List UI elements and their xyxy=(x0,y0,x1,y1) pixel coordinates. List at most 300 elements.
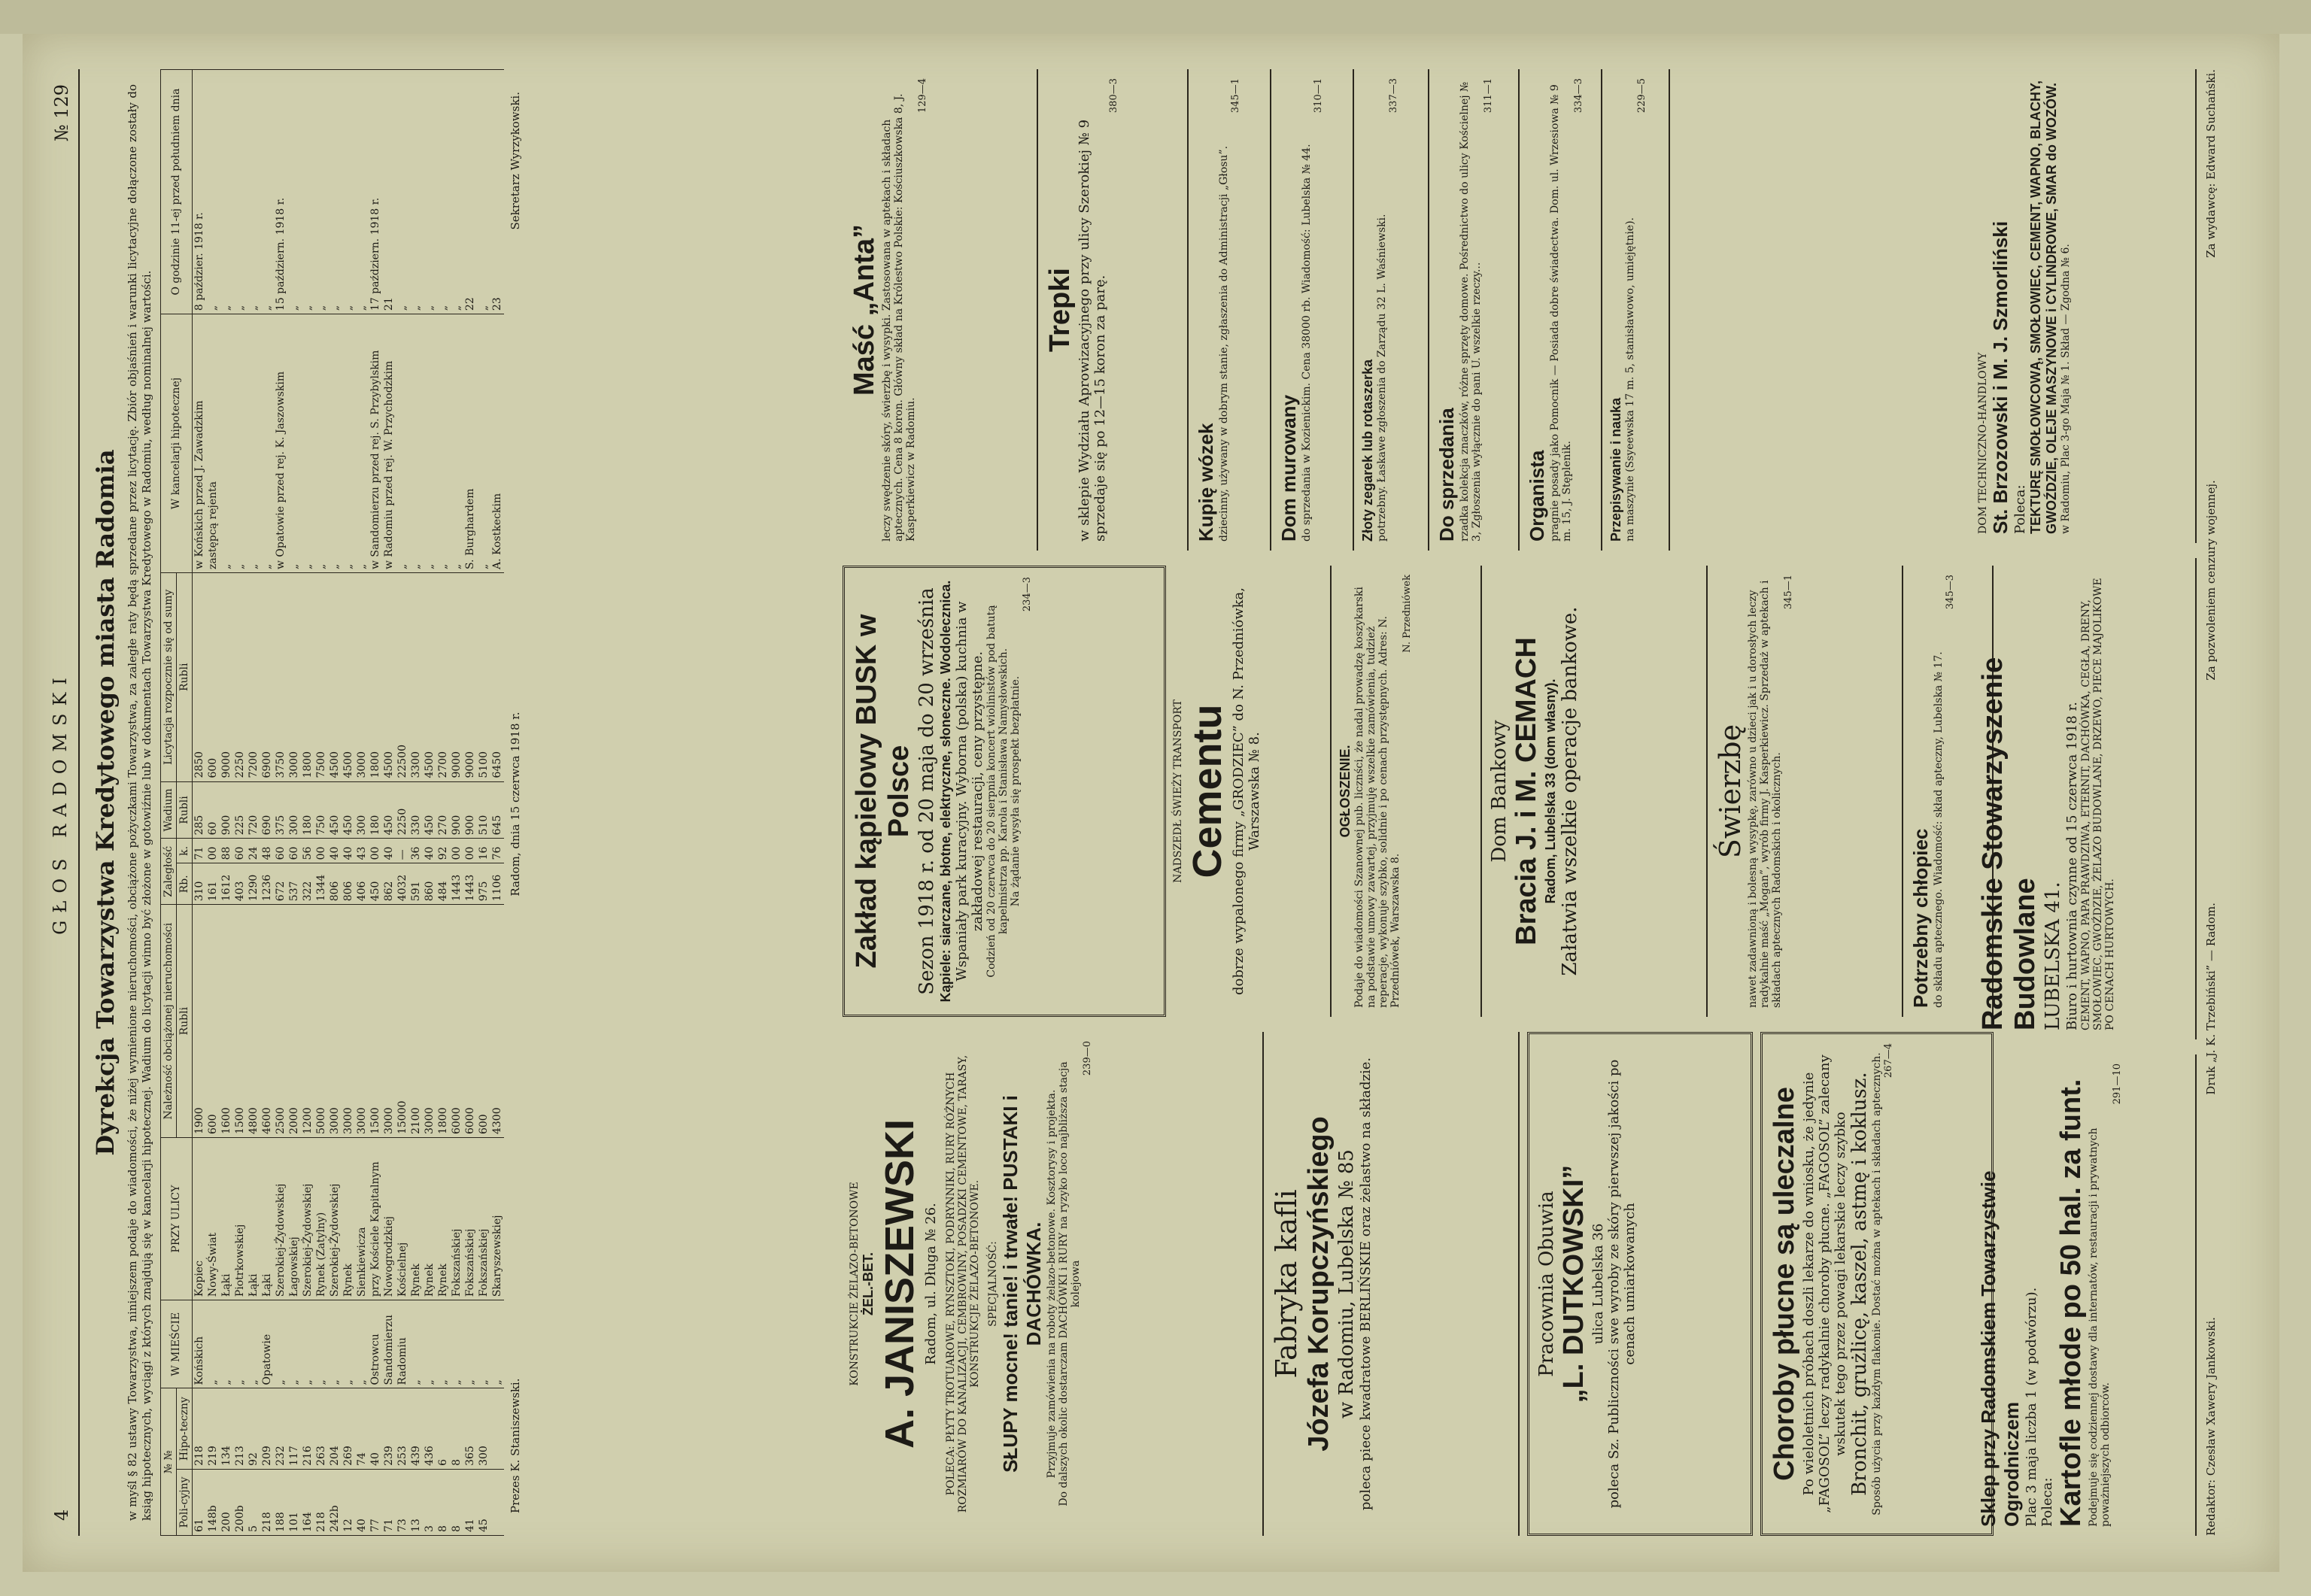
table-row xyxy=(206,70,220,1536)
table-cell: 218 xyxy=(260,1469,274,1535)
dom-code: 310—1 xyxy=(1313,78,1324,114)
table-cell: „ xyxy=(233,1300,247,1388)
table-cell: 6450 xyxy=(490,573,504,782)
table-cell: 1800 xyxy=(436,905,450,1138)
table-cell: 12 xyxy=(342,1469,355,1535)
sprzedania-code: 311—1 xyxy=(1483,78,1494,114)
table-cell: 450 xyxy=(369,863,382,905)
table-cell: Rynek (Zatylny) xyxy=(314,1138,328,1300)
ogrodniczy-product: Kartofle młode po 50 hal. za funt. xyxy=(2055,1079,2087,1527)
table-cell: 3000 xyxy=(355,905,369,1138)
table-cell: „ xyxy=(409,70,423,314)
table-cell: 322 xyxy=(301,863,314,905)
ad-ogrodniczy xyxy=(1971,1054,2197,1536)
table-cell: „ xyxy=(342,1300,355,1388)
table-cell: 22500 xyxy=(396,573,409,782)
table-cell: „ xyxy=(220,70,233,314)
table-row xyxy=(382,70,396,1536)
table-cell: 4500 xyxy=(423,573,436,782)
table-cell: 285 xyxy=(192,781,206,839)
table-cell: 2500 xyxy=(274,905,287,1138)
trepki-text: w sklepie Wydziału Aprowizacyjnego przy ulicy Szerokiej № 9 sprzedaje się po 12—15 koron za parę. xyxy=(1077,119,1108,542)
table-cell: „ xyxy=(396,314,409,573)
table-cell: 40 xyxy=(423,839,436,863)
col-street: PRZY ULICY xyxy=(160,1138,192,1300)
korupczynski-address: w Radomiu, Lubelska № 85 xyxy=(1335,1149,1358,1418)
table-cell: 21 xyxy=(382,70,396,314)
col-numbers: № № xyxy=(160,1388,176,1536)
korupczynski-name: Józefa Korupczyńskiego xyxy=(1303,1116,1335,1452)
ad-brzozowski xyxy=(1971,69,2197,543)
ad-sprzedania xyxy=(1429,69,1520,551)
table-cell: 269 xyxy=(342,1388,355,1469)
table-cell: Rynek xyxy=(436,1138,450,1300)
ad-trepki xyxy=(1038,69,1189,551)
page xyxy=(45,54,2272,1551)
cemach-name: Bracia J. i M. CEMACH xyxy=(1511,637,1542,945)
table-cell xyxy=(490,1388,504,1469)
table-cell: Skaryszewskiej xyxy=(490,1138,504,1300)
table-cell: 4500 xyxy=(342,573,355,782)
table-cell: 6900 xyxy=(260,573,274,782)
table-cell: Końskich xyxy=(192,1300,206,1388)
table-cell: „ xyxy=(423,314,436,573)
table-cell: 1200 xyxy=(301,905,314,1138)
fagosol-code: 267—4 xyxy=(1883,1043,1894,1079)
table-cell: 510 xyxy=(477,781,490,839)
footer-editor: Redaktor: Czesław Xawery Jankowski. xyxy=(2204,1317,2218,1536)
table-cell: Szerokiej-Żydowskiej xyxy=(328,1138,342,1300)
table-row xyxy=(369,70,382,1536)
table-cell: 2000 xyxy=(287,905,301,1138)
table-cell: 218 xyxy=(314,1469,328,1535)
table-cell: 600 xyxy=(206,905,220,1138)
janiszewski-special-heading: SPECJALNOŚĆ: xyxy=(987,1241,999,1327)
busko-code: 234—3 xyxy=(1022,577,1033,612)
table-cell: 8 xyxy=(450,1469,463,1535)
ad-column-b xyxy=(843,566,1994,1017)
table-cell: 40 xyxy=(382,839,396,863)
busko-prospect: Na żądanie wysyła się prospekt bezpłatnie. xyxy=(1010,675,1022,907)
table-cell: 239 xyxy=(382,1388,396,1469)
subcol-deposit-rub: Rubli xyxy=(176,781,192,839)
cemach-text: Załatwia wszelkie operacje bankowe. xyxy=(1559,606,1581,976)
table-cell: „ xyxy=(206,1300,220,1388)
table-cell: w Sandomierzu przed rej. S. Przybylskim xyxy=(369,314,382,573)
table-cell: 00 xyxy=(450,839,463,863)
table-cell: 188 xyxy=(274,1469,287,1535)
table-cell: Nowy-Świat xyxy=(206,1138,220,1300)
janiszewski-sub: ŻEL.-BET. xyxy=(861,1252,876,1315)
zegarek-code: 337—3 xyxy=(1388,78,1399,114)
table-cell: „ xyxy=(206,70,220,314)
ad-ogloszenie xyxy=(1332,566,1482,1017)
signature-secretary: Sekretarz Wyrzykowski. xyxy=(508,92,522,230)
table-cell: „ xyxy=(328,70,342,314)
table-cell: 40 xyxy=(369,1388,382,1469)
dom-text: do sprzedania w Kozienickim. Cena 38000 rb. Wiadomość: Lubelska № 44. xyxy=(1301,144,1313,542)
table-cell: 3000 xyxy=(355,573,369,782)
brzozowski-kicker: DOM TECHNICZNO-HANDLOWY xyxy=(1977,352,1989,534)
table-cell: 9000 xyxy=(220,573,233,782)
ad-dutkowski xyxy=(1527,1032,1753,1536)
ad-korupczynski xyxy=(1264,1032,1520,1536)
table-cell: 3000 xyxy=(382,905,396,1138)
chlopiec-text: do składu aptecznego. Wiadomość: skład apteczny, Lubelska № 17. xyxy=(1933,651,1945,1008)
page-header xyxy=(45,54,78,1551)
table-cell: 23 xyxy=(490,70,504,314)
footer-censor: Za pozwoleniem cenzury wojennej. xyxy=(2204,480,2218,681)
dutkowski-street: ulica Lubelska 36 xyxy=(1590,1223,1606,1345)
table-cell: 9000 xyxy=(450,573,463,782)
col-arrears: Zaległość xyxy=(160,839,176,905)
table-cell: 92 xyxy=(436,839,450,863)
table-cell: Szerokiej-Żydowskiej xyxy=(274,1138,287,1300)
table-cell: „ xyxy=(328,314,342,573)
wozek-head: Kupię wózek xyxy=(1195,423,1217,542)
table-cell: 00 xyxy=(369,839,382,863)
table-cell: 4032 xyxy=(396,863,409,905)
swierzbe-code: 345—1 xyxy=(1783,575,1794,610)
auction-table-body xyxy=(192,70,504,1536)
table-cell: 8 xyxy=(436,1469,450,1535)
table-row xyxy=(477,70,490,1536)
table-cell: 330 xyxy=(409,781,423,839)
table-cell: Rynek xyxy=(409,1138,423,1300)
table-row xyxy=(436,70,450,1536)
table-cell: „ xyxy=(409,314,423,573)
table-cell: „ xyxy=(287,314,301,573)
table-cell: 36 xyxy=(409,839,423,863)
table-cell: 310 xyxy=(192,863,206,905)
table-cell: Sienkiewicza xyxy=(355,1138,369,1300)
anta-code: 129—4 xyxy=(917,78,928,114)
ad-anta xyxy=(843,69,1038,551)
table-cell: „ xyxy=(477,314,490,573)
table-cell: 1500 xyxy=(369,905,382,1138)
table-cell: 60 xyxy=(274,839,287,863)
korupczynski-head: Fabryka kafli xyxy=(1270,1189,1303,1379)
table-row xyxy=(409,70,423,1536)
notice-signatures xyxy=(509,92,522,1513)
dutkowski-text: poleca Sz. Publiczności swe wyroby ze skóry pierwszej jakości po cenach umiarkowanych xyxy=(1606,1059,1638,1509)
table-cell: 204 xyxy=(328,1388,342,1469)
table-row xyxy=(342,70,355,1536)
table-cell: 71 xyxy=(382,1469,396,1535)
table-cell: 101 xyxy=(287,1469,301,1535)
table-cell: 1443 xyxy=(450,863,463,905)
table-cell: 40 xyxy=(342,839,355,863)
chlopiec-code: 345—3 xyxy=(1945,575,1956,610)
table-cell: 860 xyxy=(423,863,436,905)
table-cell: 1612 xyxy=(220,863,233,905)
ogloszenie-head: OGŁOSZENIE. xyxy=(1338,745,1353,838)
col-date: O godzinie 11-ej przed południem dnia xyxy=(160,70,192,314)
table-cell: 3000 xyxy=(328,905,342,1138)
advertisements xyxy=(843,69,2257,1536)
table-row xyxy=(233,70,247,1536)
table-cell: 862 xyxy=(382,863,396,905)
ad-bottom-band xyxy=(1971,69,2218,1536)
table-cell: 200b xyxy=(233,1469,247,1535)
table-cell: 73 xyxy=(396,1469,409,1535)
table-cell: 375 xyxy=(274,781,287,839)
table-cell: 600 xyxy=(206,573,220,782)
subcol-mortgage: Hipo-teczny xyxy=(176,1388,192,1469)
table-cell: „ xyxy=(450,314,463,573)
ogrodniczy-address: Plac 3 maja liczba 1 (w podwórzu). xyxy=(2024,1287,2039,1527)
table-cell: 5100 xyxy=(477,573,490,782)
table-cell: 2850 xyxy=(192,573,206,782)
table-cell: 900 xyxy=(463,781,477,839)
table-cell: 484 xyxy=(436,863,450,905)
table-row xyxy=(463,70,477,1536)
table-cell: 5 xyxy=(247,1469,260,1535)
janiszewski-address: Radom, ul. Długa № 26. xyxy=(923,1203,939,1365)
dutkowski-head: Pracownia Obuwia xyxy=(1535,1191,1558,1377)
col-start-sum: Licytacja rozpocznie się od sumy xyxy=(160,573,176,782)
ad-stowarzyszenie xyxy=(1971,558,2197,1039)
ogrodniczy-head: Sklep przy Radomskiem Towarzystwie Ogrodniczem xyxy=(1977,1170,2023,1527)
table-cell: „ xyxy=(463,1300,477,1388)
table-cell: 2250 xyxy=(233,573,247,782)
stowarzyszenie-address: LUBELSKA 41. xyxy=(2042,881,2064,1030)
table-cell: Ostrowcu xyxy=(369,1300,382,1388)
table-cell: przy Kościele Kapitalnym xyxy=(369,1138,382,1300)
table-cell: 645 xyxy=(490,781,504,839)
table-cell: w Końskich przed J. Zawadzkim xyxy=(192,314,206,573)
table-cell: 61 xyxy=(192,1469,206,1535)
table-cell: 180 xyxy=(369,781,382,839)
table-cell: „ xyxy=(314,314,328,573)
table-cell: 806 xyxy=(342,863,355,905)
brzozowski-offer: TEKTURĘ SMOŁOWCOWĄ, SMOŁOWIEC, CEMENT, WAPNO, BLACHY, GWOŹDZIE, OLEJE MASZYNOWE i CYLINDROWE, SMAR do WOZÓW. xyxy=(2028,80,2059,534)
table-cell: Kościelnej xyxy=(396,1138,409,1300)
korupczynski-text: poleca piece kwadratowe BERLIŃSKIE oraz żelastwo na składzie. xyxy=(1358,1057,1374,1511)
table-cell: „ xyxy=(220,314,233,573)
table-cell: 8 paździer. 1918 r. xyxy=(192,70,206,314)
table-row xyxy=(260,70,274,1536)
table-row xyxy=(192,70,206,1536)
fagosol-text: Po wieloletnich próbach doszli lekarze do wniosku, że jedynie „FAGOSOL” leczy radykalnie choroby płucne. „FAGOSOL” zalecany wskutek tego przez powagi lekarskie leczy szybko xyxy=(1801,1054,1848,1513)
table-cell: 450 xyxy=(328,781,342,839)
table-cell: „ xyxy=(396,70,409,314)
busko-baths: Kąpiele: siarczane, błotne, elektryczne, słoneczne. Wodolecznica. xyxy=(938,580,953,1003)
busko-head: Zakład kąpielowy BUSK w Polsce xyxy=(851,614,915,969)
table-cell: 591 xyxy=(409,863,423,905)
table-cell: 17 październ. 1918 r. xyxy=(369,70,382,314)
table-cell: 672 xyxy=(274,863,287,905)
cemach-address: Radom, Lubelska 33 (dom własny). xyxy=(1543,678,1558,904)
table-cell: „ xyxy=(450,70,463,314)
signature-date: Radom, dnia 15 czerwca 1918 r. xyxy=(508,712,522,897)
table-cell: „ xyxy=(423,70,436,314)
organista-text: pragnie posady jako Pomocnik — Posiada dobre świadectwa. Dom. ul. Wrzesiowa № 9 m. 15, J. Stęplenik. xyxy=(1549,84,1573,542)
table-cell: 2700 xyxy=(436,573,450,782)
table-cell: 300 xyxy=(355,781,369,839)
table-cell: 6000 xyxy=(450,905,463,1138)
table-cell: 1106 xyxy=(490,863,504,905)
table-cell: 219 xyxy=(206,1388,220,1469)
table-row xyxy=(274,70,287,1536)
table-cell: 218 xyxy=(192,1388,206,1469)
table-cell: 900 xyxy=(450,781,463,839)
auction-table xyxy=(160,69,504,1536)
subcol-rb: Rb. xyxy=(176,863,192,905)
table-cell: 439 xyxy=(409,1388,423,1469)
organista-code: 334—3 xyxy=(1573,78,1584,114)
table-row xyxy=(328,70,342,1536)
dom-head: Dom murowany xyxy=(1277,394,1300,542)
busko-season: Sezon 1918 r. od 20 maja do 20 września xyxy=(916,587,938,995)
table-cell: „ xyxy=(301,70,314,314)
table-cell: „ xyxy=(450,1300,463,1388)
page-number: 4 xyxy=(51,1509,72,1521)
table-cell: „ xyxy=(355,1300,369,1388)
ogloszenie-code: N. Przedniówek xyxy=(1401,575,1413,653)
janiszewski-offer: POLECA: PŁYTY TROTUAROWE, RYNSZTOKI, PODRYNNIKI, RURY RÓŻNYCH ROZMIARÓW DO KANALIZACJI, CEMBROWINY, POSADZKI CEMENTOWE, TARASY, KONSTRUKCJE ŻELAZO-BETONOWE. xyxy=(945,1054,981,1513)
swierzbe-head: Świerzbę xyxy=(1714,724,1747,859)
cement-head: Cementu xyxy=(1185,704,1230,878)
table-cell: „ xyxy=(490,1300,504,1388)
table-row xyxy=(355,70,369,1536)
janiszewski-note2: Do dalszych okolic dostarczam DACHÓWKI i RURY na ryzyko loco najbliższa stacja kolejowa xyxy=(1058,1061,1082,1506)
anta-head: Maść „Anta” xyxy=(849,223,880,396)
table-cell: Szerokiej-Żydowskiej xyxy=(301,1138,314,1300)
przepisywanie-head: Przepisywanie i nauka xyxy=(1608,397,1623,542)
table-cell: 71 xyxy=(192,839,206,863)
table-cell: 4300 xyxy=(490,905,504,1138)
table-cell: 213 xyxy=(233,1388,247,1469)
table-cell: 4500 xyxy=(328,573,342,782)
table-cell: 216 xyxy=(301,1388,314,1469)
table-cell: „ xyxy=(301,314,314,573)
table-cell: 8 xyxy=(450,1388,463,1469)
janiszewski-special: SŁUPY mocne! tanie! i trwałe! PUSTAKI i DACHÓWKA. xyxy=(999,1095,1045,1473)
table-cell: „ xyxy=(328,1300,342,1388)
table-cell: 92 xyxy=(247,1388,260,1469)
col-office: W kancelarji hipotecznej xyxy=(160,314,192,573)
janiszewski-kicker: KONSTRUKCIE ŻELAZO-BETONOWE xyxy=(849,1182,861,1386)
table-cell: Łąki xyxy=(247,1138,260,1300)
page-footer xyxy=(2204,69,2218,1536)
col-deposit: Wadium xyxy=(160,781,176,839)
table-cell: 24 xyxy=(247,839,260,863)
table-cell: 148b xyxy=(206,1469,220,1535)
table-cell: Fokszańskiej xyxy=(450,1138,463,1300)
ogrodniczy-code: 291—10 xyxy=(2112,1063,2123,1105)
brzozowski-name: St. Brzozowski i M. J. Szmorliński xyxy=(1989,220,2012,534)
table-cell: 74 xyxy=(355,1388,369,1469)
table-cell: 450 xyxy=(423,781,436,839)
ad-wozek xyxy=(1189,69,1271,551)
table-cell: „ xyxy=(477,1300,490,1388)
table-cell: S. Burghardem xyxy=(463,314,477,573)
table-cell: „ xyxy=(409,1300,423,1388)
subcol-value-rub: Rubli xyxy=(176,905,192,1138)
table-cell: 77 xyxy=(369,1469,382,1535)
table-cell: 134 xyxy=(220,1388,233,1469)
table-cell: 270 xyxy=(436,781,450,839)
table-cell: 1600 xyxy=(220,905,233,1138)
table-cell: „ xyxy=(436,314,450,573)
credit-auction-notice xyxy=(87,69,839,1536)
table-cell: „ xyxy=(247,1300,260,1388)
table-cell: 43 xyxy=(355,839,369,863)
cement-kicker: NADSZEDŁ ŚWIEŻY TRANSPORT xyxy=(1172,699,1184,883)
table-cell: „ xyxy=(233,70,247,314)
ad-cemach xyxy=(1482,566,1708,1017)
table-cell: 2250 xyxy=(396,781,409,839)
table-row xyxy=(423,70,436,1536)
table-cell: 60 xyxy=(287,839,301,863)
table-cell: w Radomiu przed rej. W. Przychodzkim xyxy=(382,314,396,573)
table-cell: „ xyxy=(436,70,450,314)
cemach-head: Dom Bankowy xyxy=(1488,720,1511,863)
ad-busko xyxy=(843,566,1166,1017)
table-cell: 720 xyxy=(247,781,260,839)
table-cell: 253 xyxy=(396,1388,409,1469)
table-row xyxy=(247,70,260,1536)
table-cell: 1500 xyxy=(233,905,247,1138)
table-cell: 806 xyxy=(328,863,342,905)
table-cell: 164 xyxy=(301,1469,314,1535)
table-cell: 45 xyxy=(477,1469,490,1535)
ogrodniczy-offer: Poleca: xyxy=(2039,1477,2055,1527)
table-cell: Sandomierzu xyxy=(382,1300,396,1388)
zegarek-head: Złoty zegarek lub rotaszerka xyxy=(1360,359,1375,542)
ad-przepisywanie xyxy=(1602,69,1670,551)
table-cell: 2100 xyxy=(409,905,423,1138)
table-cell: 9000 xyxy=(463,573,477,782)
table-cell: 60 xyxy=(206,781,220,839)
table-row xyxy=(220,70,233,1536)
table-cell: Piotrkowskiej xyxy=(233,1138,247,1300)
table-cell: 4500 xyxy=(382,573,396,782)
table-cell: 1236 xyxy=(260,863,274,905)
table-row xyxy=(314,70,328,1536)
table-cell: „ xyxy=(260,314,274,573)
table-cell: „ xyxy=(247,70,260,314)
table-cell: 76 xyxy=(490,839,504,863)
table-cell: A. Kostkeckim xyxy=(490,314,504,573)
table-cell: „ xyxy=(274,1300,287,1388)
table-cell: „ xyxy=(314,1300,328,1388)
table-cell: 40 xyxy=(328,839,342,863)
sprzedania-text: rzadka kolekcja znaczków, różne sprzęty domowe. Pośrednictwo do ulicy Kościelnej № 3, Zgłoszenia wyłącznie do pani U. wszelkie rzeczy... xyxy=(1459,81,1483,542)
table-cell: 3000 xyxy=(342,905,355,1138)
table-cell: „ xyxy=(355,70,369,314)
table-cell: 3300 xyxy=(409,573,423,782)
table-cell: Rynek xyxy=(423,1138,436,1300)
table-cell: „ xyxy=(355,314,369,573)
table-cell: 450 xyxy=(342,781,355,839)
table-cell: „ xyxy=(423,1300,436,1388)
table-row xyxy=(396,70,409,1536)
fagosol-list: Bronchit, grużlicę, kaszel, astmę i koklusz. xyxy=(1848,1072,1871,1496)
ad-janiszewski xyxy=(843,1032,1264,1536)
col-city: W MIEŚCIE xyxy=(160,1300,192,1388)
janiszewski-note1: Przyjmuje zamówienia na roboty żelazo-betonowe. Kosztorysy i projekta. xyxy=(1046,1089,1058,1479)
table-cell: 56 xyxy=(301,839,314,863)
table-cell: 16 xyxy=(477,839,490,863)
col-value: Należność obciążonej nieruchomości xyxy=(160,905,176,1138)
subcol-start-rub: Rubli xyxy=(176,573,192,782)
wozek-code: 345—1 xyxy=(1230,78,1241,114)
table-cell: 41 xyxy=(463,1469,477,1535)
busko-concert: Codzień od 20 czerwca do 20 sierpnia koncert wiolinistów pod batutą kapelmistrza pp. Karola i Stanisława Namysłowskich. xyxy=(985,605,1010,978)
header-rule xyxy=(78,69,80,1536)
